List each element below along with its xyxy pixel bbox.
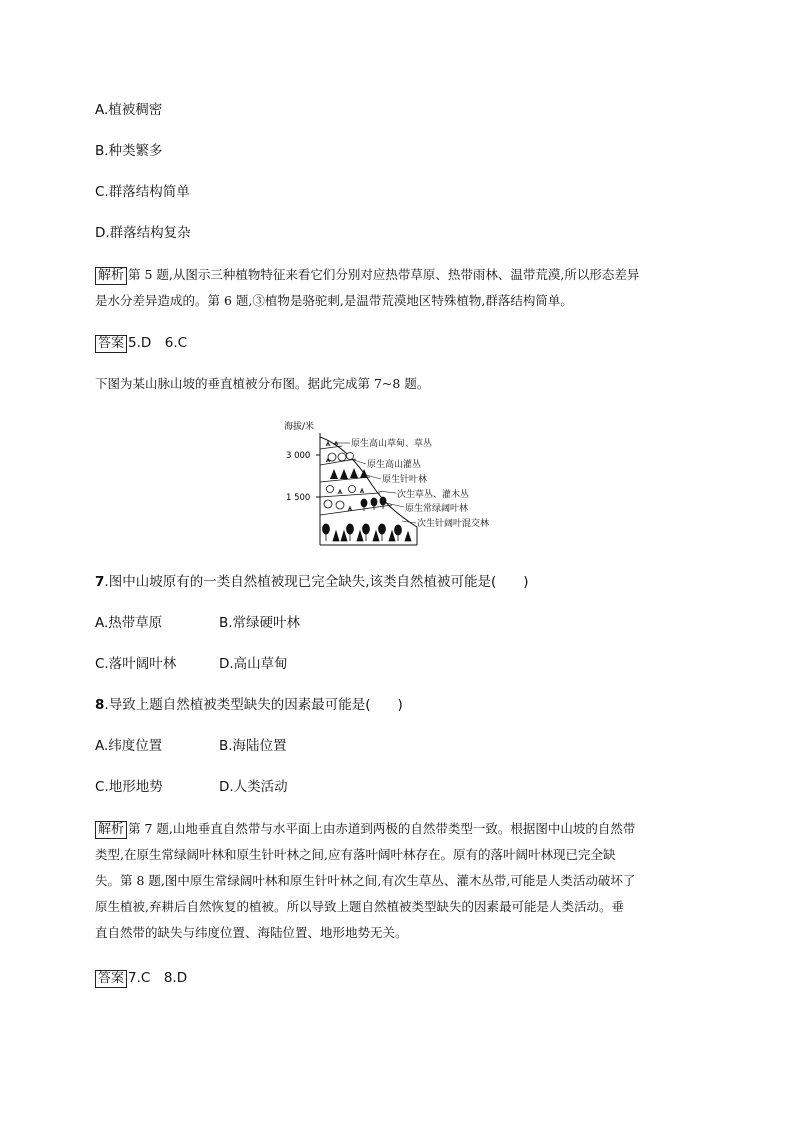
vertical-vegetation-figure [280, 415, 550, 555]
q8-option-c: C.地形地势 [95, 779, 163, 795]
question-8 [95, 695, 403, 715]
analysis-block-1 [95, 262, 705, 314]
q6-option-c: C.群落结构简单 [95, 184, 190, 200]
label-mixed-forest: 次生针阔叶混交林 [417, 519, 490, 529]
q6-option-d: D.群落结构复杂 [95, 225, 191, 241]
secondary-shrub-symbols [327, 486, 365, 495]
figure-intro: 下图为某山脉山坡的垂直植被分布图。据此完成第 7~8 题。 [95, 376, 430, 391]
question-number: 8 [95, 697, 105, 713]
broadleaf-symbols [324, 497, 386, 511]
q8-option-b: B.海陆位置 [219, 738, 287, 754]
label-secondary-shrub: 次生草丛、灌木丛 [397, 490, 470, 500]
analysis-text-line: 是水分差异造成的。第 6 题,③植物是骆驼刺,是温带荒漠地区特殊植物,群落结构简单。 [95, 293, 573, 308]
answer-text: 5.D 6.C [128, 335, 188, 351]
vegetation-diagram [280, 415, 550, 555]
q6-option-a: A.植被稠密 [95, 102, 163, 118]
q7-option-d: D.高山草甸 [219, 656, 288, 672]
answer-tag: 答案 [95, 335, 127, 353]
q6-option-b: B.种类繁多 [95, 143, 163, 159]
question-stem: .导致上题自然植被类型缺失的因素最可能是( ) [104, 697, 403, 713]
analysis-text-line: 直自然带的缺失与纬度位置、海陆位置、地形地势无关。 [95, 925, 408, 940]
conifer-symbols [330, 468, 368, 479]
y-axis-label: 海拔/米 [284, 422, 315, 432]
analysis-block-2 [95, 816, 705, 946]
answer-text: 7.C 8.D [128, 970, 188, 986]
answer-block-2 [95, 968, 187, 988]
question-number: 7 [95, 574, 105, 590]
label-alpine-meadow: 原生高山草甸、草丛 [351, 439, 433, 449]
mixed-forest-symbols [323, 524, 412, 541]
q7-option-c: C.落叶阔叶林 [95, 656, 177, 672]
analysis-text-line: 第 7 题,山地垂直自然带与水平面上由赤道到两极的自然带类型一致。根据图中山坡的自然带 [128, 821, 636, 836]
label-conifer-forest: 原生针叶林 [382, 475, 428, 485]
answer-block-1 [95, 333, 187, 353]
shrub-symbols [326, 453, 354, 463]
q8-option-d: D.人类活动 [219, 779, 288, 795]
answer-tag: 答案 [95, 970, 127, 988]
q7-option-a: A.热带草原 [95, 615, 163, 631]
analysis-tag: 解析 [95, 821, 127, 839]
tick-1500: 1 500 [286, 493, 311, 503]
q7-option-b: B.常绿硬叶林 [219, 615, 301, 631]
analysis-text-line: 类型,在原生常绿阔叶林和原生针叶林之间,应有落叶阔叶林存在。原有的落叶阔叶林现已完全缺 [95, 847, 616, 862]
analysis-text-line: 第 5 题,从图示三种植物特征来看它们分别对应热带草原、热带雨林、温带荒漠,所以形态差异 [128, 267, 640, 282]
label-evergreen-broadleaf: 原生常绿阔叶林 [405, 504, 469, 514]
question-7 [95, 572, 529, 592]
analysis-text-line: 原生植被,弃耕后自然恢复的植被。所以导致上题自然植被类型缺失的因素最可能是人类活动。垂 [95, 899, 624, 914]
tick-3000: 3 000 [286, 451, 311, 461]
analysis-text-line: 失。第 8 题,图中原生常绿阔叶林和原生针叶林之间,有次生草丛、灌木丛带,可能是人类活动破坏了 [95, 873, 636, 888]
label-alpine-shrub: 原生高山灌丛 [367, 460, 422, 470]
question-stem: .图中山坡原有的一类自然植被现已完全缺失,该类自然植被可能是( ) [104, 574, 529, 590]
q8-option-a: A.纬度位置 [95, 738, 163, 754]
analysis-tag: 解析 [95, 267, 127, 285]
